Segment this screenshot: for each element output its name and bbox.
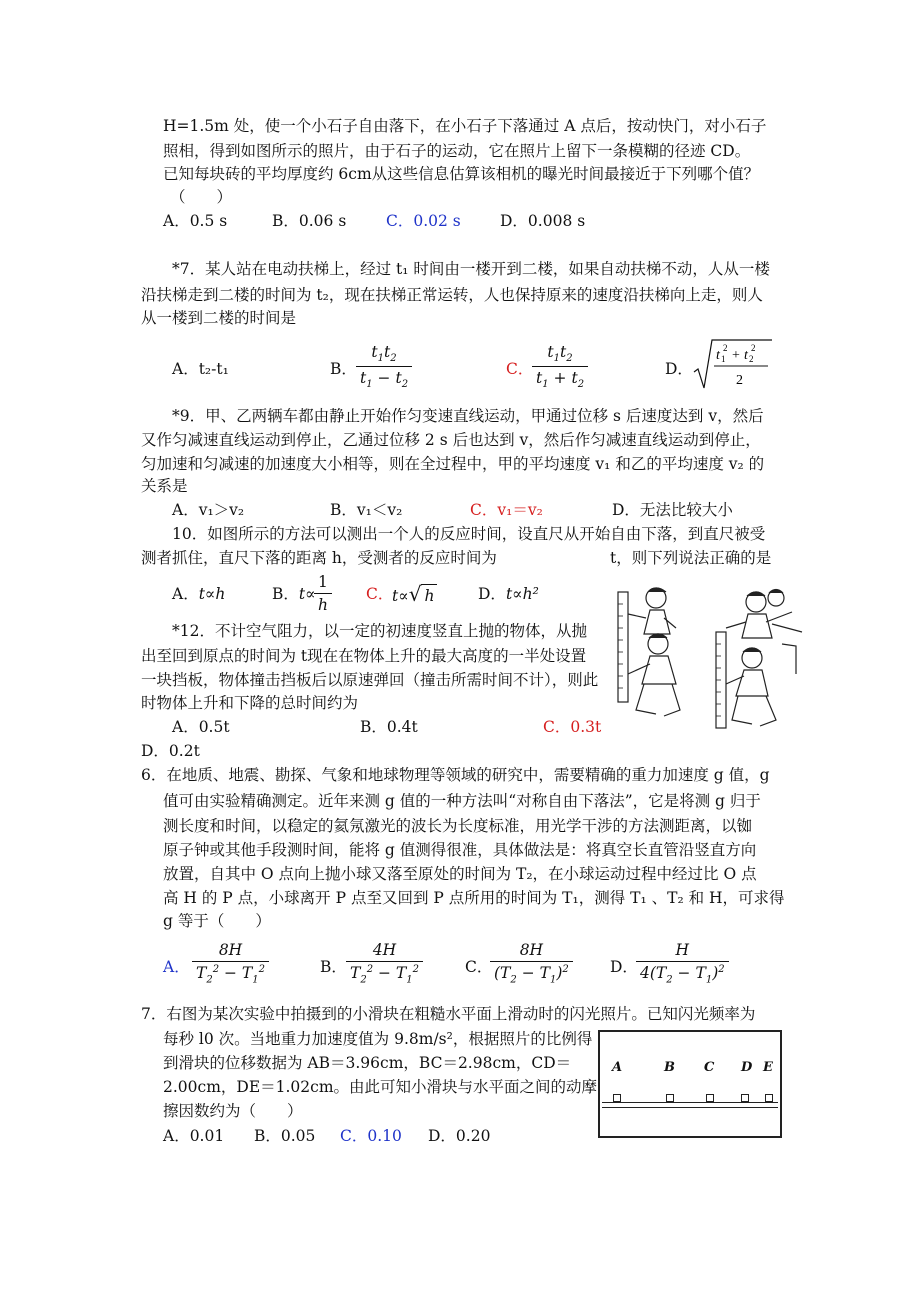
q12-option-b: B．0.4t bbox=[360, 718, 418, 736]
q7b-line2: 每秒 l0 次。当地重力加速度值为 9.8m/s²，根据照片的比例得 bbox=[163, 1030, 593, 1048]
q10-option-b: B．t∝ bbox=[272, 585, 316, 603]
svg-text:1: 1 bbox=[721, 354, 726, 364]
q12-line4: 时物体上升和下降的总时间约为 bbox=[141, 694, 359, 712]
svg-text:2: 2 bbox=[751, 343, 756, 353]
q9-option-a: A．v₁＞v₂ bbox=[172, 501, 245, 519]
reaction-time-illustration bbox=[616, 584, 810, 730]
q-prev-line4: （ ） bbox=[170, 188, 233, 206]
q-prev-option-d: D．0.008 s bbox=[500, 212, 586, 230]
q7a-sqrt-sign bbox=[692, 336, 774, 392]
svg-text:+: + bbox=[732, 348, 740, 363]
svg-text:t: t bbox=[744, 348, 748, 363]
q9-option-c: C．v₁＝v₂ bbox=[470, 501, 543, 519]
q7b-line1: 7．右图为某次实验中拍摄到的小滑块在粗糙水平面上滑动时的闪光照片。已知闪光频率为 bbox=[141, 1005, 756, 1023]
q10-option-b-frac: $\frac{1}{h}$ bbox=[314, 573, 332, 614]
q7b-line5: 擦因数约为（ ） bbox=[163, 1102, 303, 1120]
q7a-option-d-formula bbox=[692, 336, 774, 396]
block-d bbox=[741, 1094, 749, 1102]
q7a-line2: 沿扶梯走到二楼的时间为 t₂，现在扶梯正常运转，人也保持原来的速度沿扶梯向上走，则人 bbox=[141, 286, 763, 304]
q7a-option-b-label: B． bbox=[330, 360, 357, 378]
q7b-option-b: B．0.05 bbox=[254, 1127, 316, 1145]
q7b-option-d: D．0.20 bbox=[428, 1127, 491, 1145]
q-prev-option-b: B．0.06 s bbox=[272, 212, 347, 230]
q-prev-option-c: C．0.02 s bbox=[386, 212, 461, 230]
q-prev-line2: 照相，得到如图所示的照片，由于石子的运动，它在照片上留下一条模糊的径迹 CD。 bbox=[163, 142, 751, 160]
q10-line1: 10．如图所示的方法可以测出一个人的反应时间，设直尺从开始自由下落，到直尺被受 bbox=[172, 525, 766, 543]
q10-option-c: t∝√ h bbox=[392, 583, 437, 607]
q7b-line3: 到滑块的位移数据为 AB＝3.96cm，BC＝2.98cm，CD＝ bbox=[163, 1054, 572, 1072]
q6-option-c-formula: $\frac{8H}{(T_2 - T_1)^2}$ bbox=[490, 941, 573, 985]
q6-option-c-label: C． bbox=[465, 958, 493, 976]
q6-line1: 6．在地质、地震、勘探、气象和地球物理等领域的研究中，需要精确的重力加速度 g 值，g bbox=[141, 766, 770, 784]
svg-text:2: 2 bbox=[749, 354, 754, 364]
q6-line2: 值可由实验精确测定。近年来测 g 值的一种方法叫“对称自由下落法”，它是将测 g 归于 bbox=[163, 792, 761, 810]
photo-label-d: D bbox=[741, 1060, 753, 1075]
q10-option-b-expr: t∝ bbox=[298, 585, 316, 603]
q12-option-c: C．0.3t bbox=[543, 718, 602, 736]
photo-label-a: A bbox=[612, 1060, 623, 1075]
q9-line3: 匀加速和匀减速的加速度大小相等，则在全过程中，甲的平均速度 v₁ 和乙的平均速度 v₂ 的 bbox=[141, 455, 765, 473]
q10-line2: 测者抓住，直尺下落的距离 h，受测者的反应时间为 bbox=[141, 549, 497, 567]
q-prev-line3: 已知每块砖的平均厚度约 6cm从这些信息估算该相机的曝光时间最接近于下列哪个值？ bbox=[163, 165, 760, 183]
q6-option-b-formula: $\frac{4H}{T_2^2 - T_1^2}$ bbox=[346, 941, 423, 985]
q9-option-b: B．v₁＜v₂ bbox=[330, 501, 403, 519]
block-c bbox=[706, 1094, 714, 1102]
q7a-option-c-label: C． bbox=[506, 360, 534, 378]
q6-option-a-formula: $\frac{8H}{T_2^2 - T_1^2}$ bbox=[192, 941, 269, 985]
q12-option-a: A．0.5t bbox=[172, 718, 230, 736]
ruler-left bbox=[618, 592, 628, 702]
q12-line3: 一块挡板，物体撞击挡板后以原速弹回（撞击所需时间不计），则此 bbox=[141, 671, 599, 689]
q9-line1: *9．甲、乙两辆车都由静止开始作匀变速直线运动，甲通过位移 s 后速度达到 v，然后 bbox=[172, 407, 764, 425]
q12-option-d: D．0.2t bbox=[141, 742, 200, 760]
q9-line2: 又作匀减速直线运动到停止，乙通过位移 2 s 后也达到 v，然后作匀减速直线运动到停止， bbox=[141, 431, 761, 449]
q9-option-d: D．无法比较大小 bbox=[612, 501, 733, 519]
q7b-line4: 2.00cm，DE＝1.02cm。由此可知小滑块与水平面之间的动摩 bbox=[163, 1078, 598, 1096]
q6-option-a-label: A． bbox=[163, 958, 190, 976]
flash-photo-frame bbox=[598, 1030, 782, 1138]
q10-option-d: D．t∝h² bbox=[478, 585, 539, 603]
q10-option-a: A．t∝h bbox=[172, 585, 226, 603]
q-prev-line1: H=1.5m 处，使一个小石子自由落下，在小石子下落通过 A 点后，按动快门，对小石子 bbox=[163, 117, 767, 135]
q7a-option-b-formula: $\frac{t_1t_2}{t_1 - t_2}$ bbox=[356, 343, 412, 390]
q7b-option-c: C．0.10 bbox=[340, 1127, 402, 1145]
q9-line4: 关系是 bbox=[141, 477, 188, 495]
q10-option-a-expr: t∝h bbox=[198, 585, 226, 603]
surface-line bbox=[602, 1102, 778, 1108]
block-a bbox=[613, 1094, 621, 1102]
q6-line7: g 等于（ ） bbox=[163, 912, 271, 930]
q7a-option-a: A．t₂-t₁ bbox=[172, 360, 229, 378]
q-prev-option-a: A．0.5 s bbox=[163, 212, 228, 230]
block-b bbox=[666, 1094, 674, 1102]
q10-option-c-label: C． bbox=[366, 585, 394, 603]
q6-line3: 测长度和时间，以稳定的氦氖激光的波长为长度标准，用光学干涉的方法测距离，以铷 bbox=[163, 817, 753, 835]
q12-line1: *12．不计空气阻力，以一定的初速度竖直上抛的物体，从抛 bbox=[172, 622, 587, 640]
q7a-line3: 从一楼到二楼的时间是 bbox=[141, 309, 297, 327]
q6-line5: 放置，自其中 O 点向上抛小球又落至原处的时间为 T₂，在小球运动过程中经过比 O 点 bbox=[163, 865, 757, 883]
block-e bbox=[765, 1094, 773, 1102]
svg-text:t: t bbox=[716, 348, 720, 363]
q6-option-d-label: D． bbox=[610, 958, 638, 976]
q10-option-d-expr: t∝h² bbox=[505, 585, 539, 603]
q7a-option-d-label: D． bbox=[665, 360, 693, 378]
q6-line6: 高 H 的 P 点，小球离开 P 点至又回到 P 点所用的时间为 T₁，测得 T₁ 、T₂ 和 H，可求得 bbox=[163, 889, 785, 907]
photo-label-b: B bbox=[664, 1060, 675, 1075]
q7a-line1: *7．某人站在电动扶梯上，经过 t₁ 时间由一楼开到二楼，如果自动扶梯不动，人从一楼 bbox=[172, 260, 770, 278]
q7b-option-a: A．0.01 bbox=[163, 1127, 225, 1145]
photo-label-c: C bbox=[704, 1060, 715, 1075]
q12-line2: 出至回到原点的时间为 t现在在物体上升的最大高度的一半处设置 bbox=[141, 647, 587, 665]
q6-option-b-label: B． bbox=[320, 958, 347, 976]
q10-line2b: t，则下列说法正确的是 bbox=[610, 549, 772, 567]
svg-text:2: 2 bbox=[723, 343, 728, 353]
q7a-option-c-formula: $\frac{t_1t_2}{t_1 + t_2}$ bbox=[532, 343, 588, 390]
q6-line4: 原子钟或其他手段测时间，能将 g 值测得很准，具体做法是：将真空长直管沿竖直方向 bbox=[163, 841, 757, 859]
q6-option-d-formula: $\frac{H}{4(T_2 - T_1)^2}$ bbox=[636, 941, 729, 985]
svg-text:2: 2 bbox=[736, 373, 743, 388]
photo-label-e: E bbox=[763, 1060, 773, 1075]
